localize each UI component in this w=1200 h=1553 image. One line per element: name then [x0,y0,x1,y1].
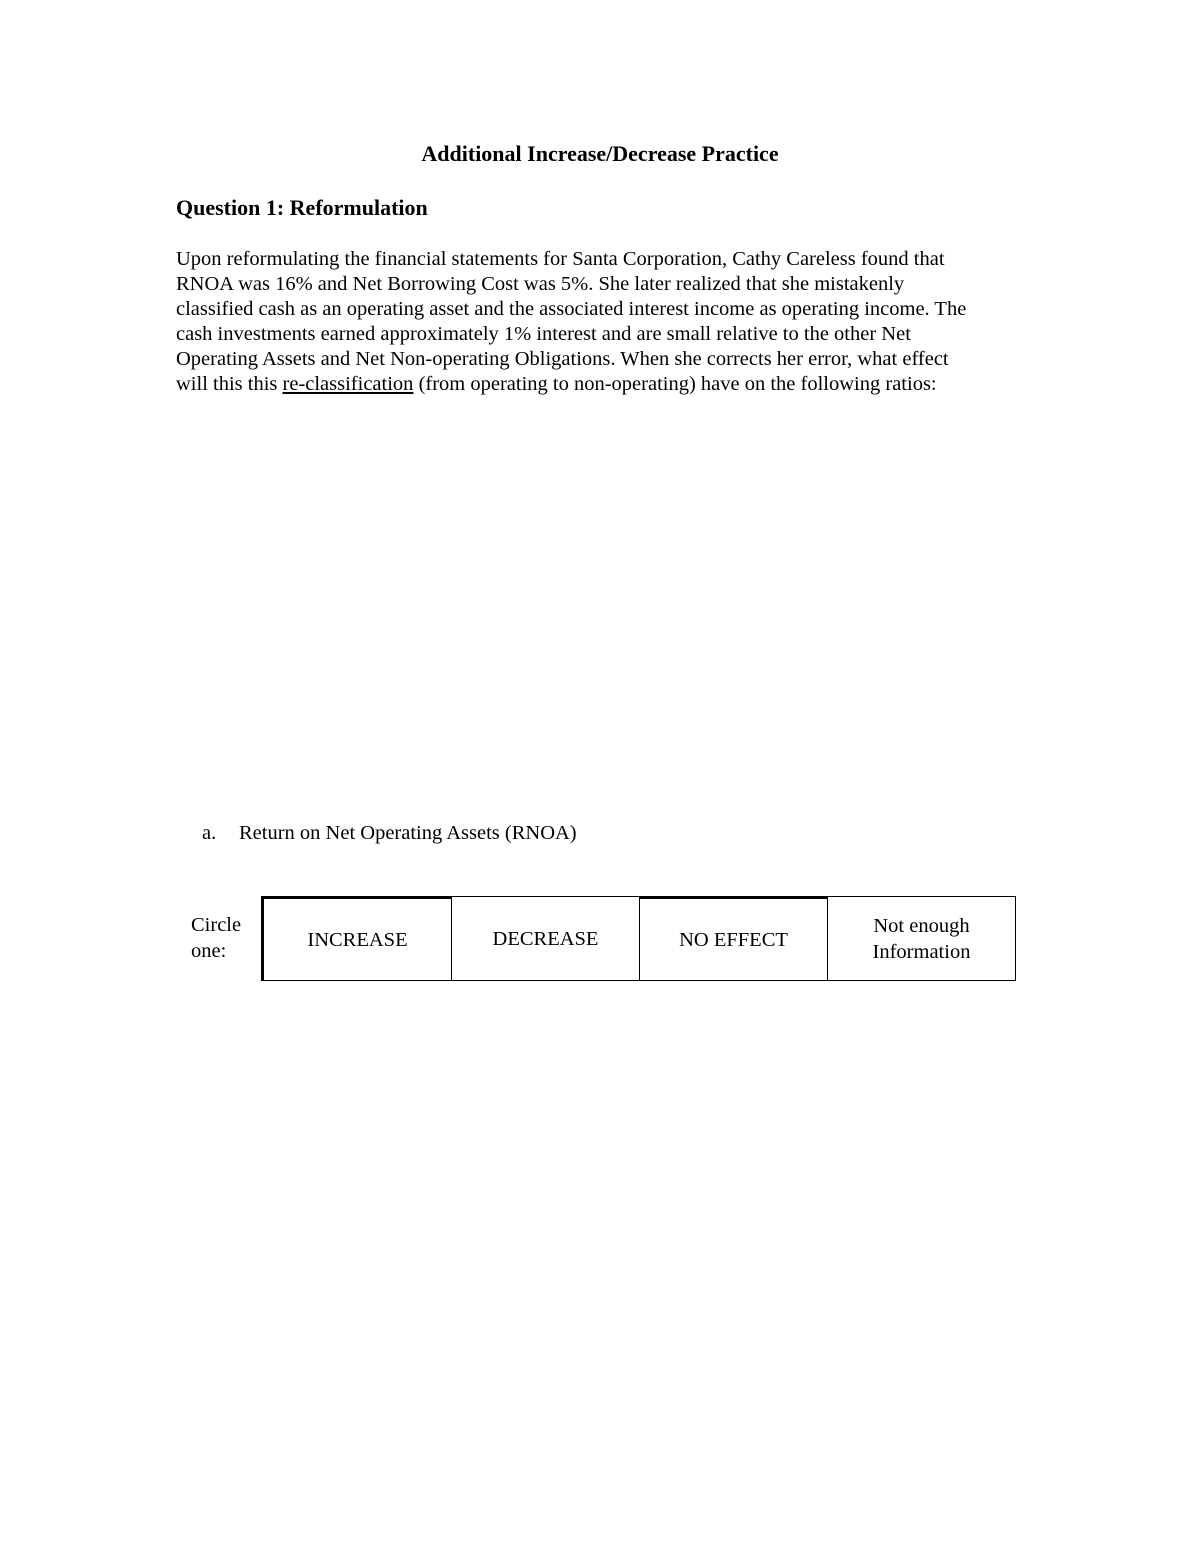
answer-options-table [261,896,1016,981]
question-body-last-line [176,372,1026,397]
question-body-line: classified cash as an operating asset and the associated interest income as operating income. The [176,298,967,320]
option-decrease-label: DECREASE [492,927,599,950]
part-a-letter: a. [202,822,217,844]
question-body-line: cash investments earned approximately 1% interest and are small relative to the other Net [176,323,911,345]
last-line-after: (from operating to non-operating) have on the following ratios: [413,373,937,395]
page-title: Additional Increase/Decrease Practice [421,141,779,166]
option-not-enough-line2: Information [872,940,971,963]
circle-label-line2: one: [191,940,227,962]
underlined-term: re-classification [282,373,414,395]
question-body-line: RNOA was 16% and Net Borrowing Cost was 5%. She later realized that she mistakenly [176,273,905,295]
circle-one-label [191,912,241,964]
last-line-before: will this this [176,373,283,395]
part-a-text: Return on Net Operating Assets (RNOA) [239,822,577,844]
option-not-enough-label [873,913,971,965]
option-not-enough-information[interactable] [827,897,1015,980]
circle-label-line1: Circle [191,914,242,936]
option-no-effect-label: NO EFFECT [679,928,788,951]
option-not-enough-line1: Not enough [873,914,970,937]
option-no-effect[interactable] [639,897,827,980]
question-body-line: Upon reformulating the financial statements for Santa Corporation, Cathy Careless found that [176,248,945,270]
question-heading: Question 1: Reformulation [176,195,428,220]
question-body [176,247,1026,397]
question-body-line: Operating Assets and Net Non-operating Obligations. When she corrects her error, what effect [176,348,949,370]
part-a-item [202,820,577,846]
option-increase[interactable] [262,897,451,980]
option-increase-label: INCREASE [307,928,408,951]
option-decrease[interactable] [451,897,639,980]
